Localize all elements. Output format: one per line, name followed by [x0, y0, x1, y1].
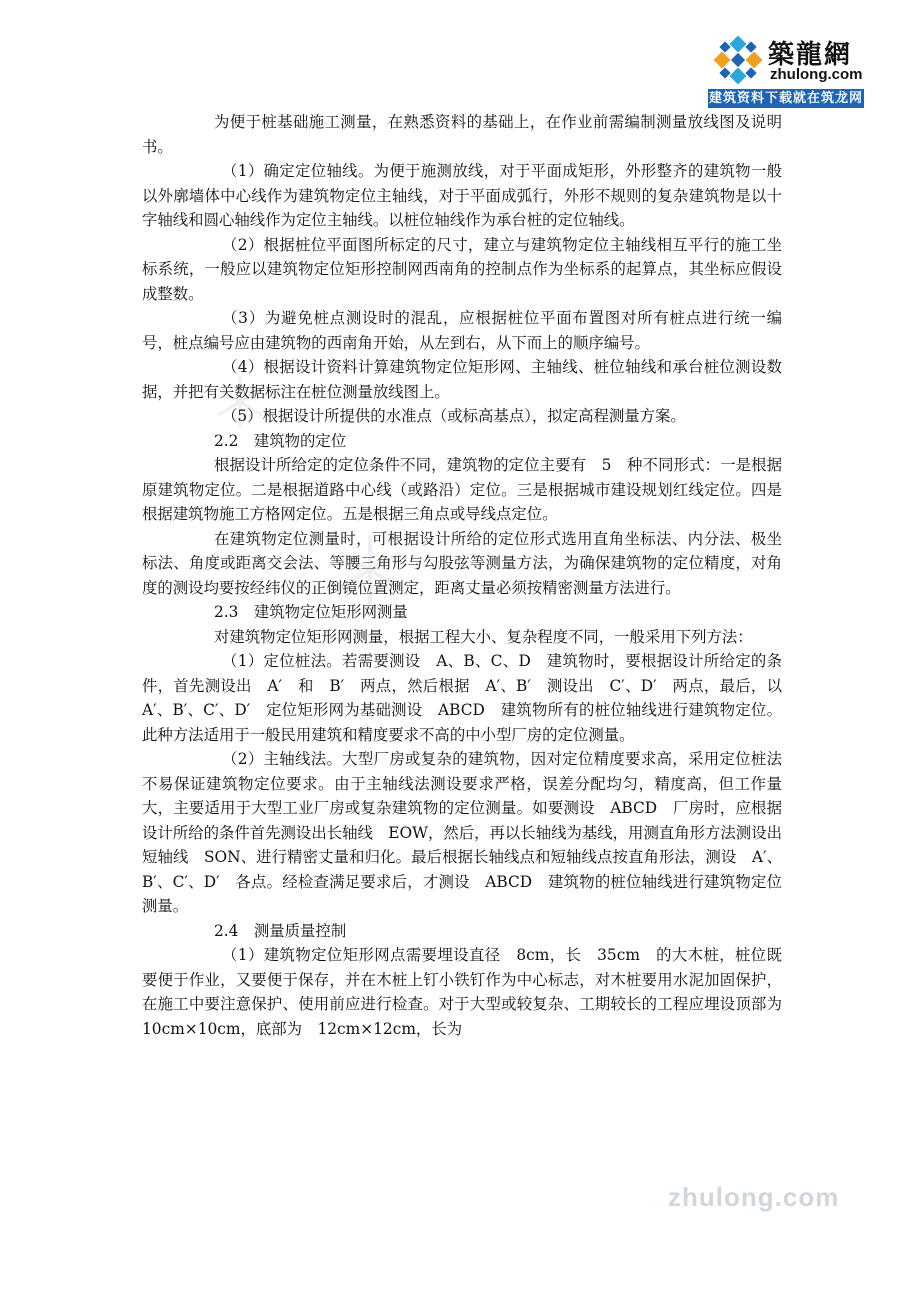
- section-heading-2-3: 2.3 建筑物定位矩形网测量: [214, 603, 408, 621]
- logo-brand-cn: 築龍網: [768, 40, 853, 70]
- section-heading-2-4: 2.4 测量质量控制: [214, 921, 347, 940]
- paragraph-numbering: （3）为避免桩点测设时的混乱，应根据桩位平面布置图对所有桩点进行统一编号，桩点编号应由建筑物的西南角开始，从左到右，从下而上的顺序编号。: [142, 309, 782, 352]
- logo-brand-en: zhulong.com: [770, 66, 863, 83]
- paragraph-positioning: 根据设计所给定的定位条件不同，建筑物的定位主要有 5 种不同形式：一是根据原建筑物定位。二是根据道路中心线（或路沿）定位。三是根据城市建设规划红线定位。四是根据建筑物施工方格网定位。五是根据三角点或导线点定位。: [142, 456, 782, 523]
- paragraph-axis: （1）确定定位轴线。为便于施测放线，对于平面成矩形，外形整齐的建筑物一般以外廓墙体中心线作为建筑物定位主轴线，对于平面成弧行，外形不规则的复杂建筑物是以十字轴线和圆心轴线作为定位主轴线。以桩位轴线作为承台桩的定位轴线。: [142, 162, 782, 229]
- paragraph-stake-method: （1）定位桩法。若需要测设 A、B、C、D 建筑物时，要根据设计所给定的条件，首先测设出 A′ 和 B′ 两点，然后根据 A′、B′ 测设出 C′、D′ 两点，最后，以 A′、B′、C′、D′ 定位矩形网为基础测设 ABCD 建筑物所有的桩位轴线进行建筑物定位。此种方法适用于一般民用建筑和精度要求不高的中小型厂房的定位测量。: [142, 652, 798, 744]
- paragraph-quality: （1）建筑物定位矩形网点需要埋设直径 8cm，长 35cm 的大木桩，桩位既要便于作业，又要便于保存，并在木桩上钉小铁钉作为中心标志，对木桩要用水泥加固保护，在施工中要注意保护、使用前应进行检查。对于大型或较复杂、工期较长的工程应埋设顶部为 10cm×10cm，底部为 12cm×12cm，长为: [142, 946, 798, 1038]
- zhulong-snowflake-logo-icon: [712, 34, 764, 86]
- paragraph-intro: 为便于桩基础施工测量，在熟悉资料的基础上，在作业前需编制测量放线图及说明书。: [142, 113, 782, 156]
- document-body: [142, 110, 798, 1041]
- paragraph-main-axis: （2）主轴线法。大型厂房或复杂的建筑物，因对定位精度要求高，采用定位桩法不易保证建筑物定位要求。由于主轴线法测设要求严格，误差分配均匀，精度高，但工作量大，主要适用于大型工业厂房或复杂建筑物的定位测量。如要测设 ABCD 厂房时，应根据设计所给的条件首先测设出长轴线 EOW，然后，再以长轴线为基线，用测直角形方法测设出短轴线 SON、进行精密丈量和归化。最后根据长轴线点和短轴线点按直角形法，测设 A′、B′、C′、D′ 各点。经检查满足要求后，才测设 ABCD 建筑物的桩位轴线进行建筑物定位测量。: [142, 750, 782, 915]
- logo-tagline: 建筑资料下载就在筑龙网: [708, 91, 863, 106]
- paragraph-network: 对建筑物定位矩形网测量，根据工程大小、复杂程度不同，一般采用下列方法：: [214, 627, 753, 646]
- zhulong-logo[interactable]: [708, 30, 864, 108]
- section-heading-2-2: 2.2 建筑物的定位: [214, 431, 347, 450]
- watermark-text: zhulong.com: [668, 1182, 840, 1212]
- paragraph-data: （4）根据设计资料计算建筑物定位矩形网、主轴线、桩位轴线和承台桩位测设数据，并把有关数据标注在桩位测量放线图上。: [142, 358, 782, 401]
- logo-top: [708, 30, 864, 88]
- paragraph-coords: （2）根据桩位平面图所标定的尺寸，建立与建筑物定位主轴线相互平行的施工坐标系统，一般应以建筑物定位矩形控制网西南角的控制点作为坐标系的起算点，其坐标应假设成整数。: [142, 235, 782, 303]
- paragraph-methods: 在建筑物定位测量时，可根据设计所给的定位形式选用直角坐标法、内分法、极坐标法、角度或距离交会法、等腰三角形与勾股弦等测量方法，为确保建筑物的定位精度，对角度的测设均要按经纬仪的正倒镜位置测定，距离丈量必须按精密测量方法进行。: [142, 529, 782, 597]
- paragraph-elevation: （5）根据设计所提供的水准点（或标高基点），拟定高程测量方案。: [222, 407, 686, 425]
